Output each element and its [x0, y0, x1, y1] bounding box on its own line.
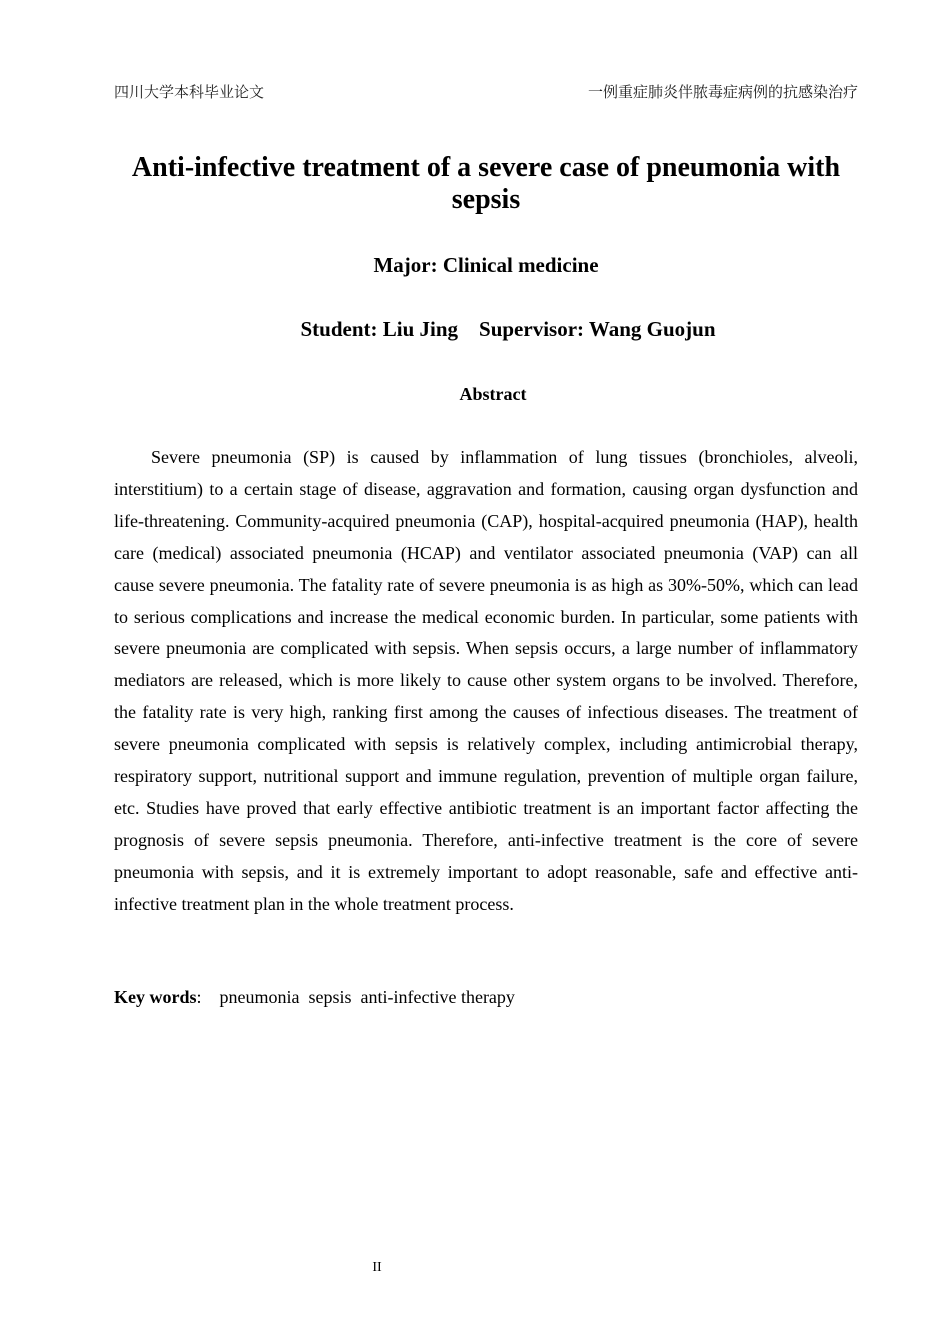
keywords-line — [114, 984, 858, 1010]
author-line: Student: Liu Jing Supervisor: Wang Guojun — [300, 317, 716, 341]
keywords-label: Key words — [114, 987, 197, 1007]
page-number: II — [372, 1260, 382, 1275]
major-line: Major: Clinical medicine — [373, 253, 599, 277]
keywords-terms: pneumonia sepsis anti-infective therapy — [219, 987, 515, 1007]
abstract-body: Severe pneumonia (SP) is caused by inflammation of lung tissues (bronchioles, alveoli, interstitium) to a certain stage of disease, aggravation and formation, causing organ dysfunction and life-threatening. Community-acquired pneumonia (CAP), hospital-acquired pneumonia (HAP), health care (medical) associated pneumonia (HCAP) and ventilator associated pneumonia (VAP) can all cause severe pneumonia. The fatality rate of severe pneumonia is as high as 30%-50%, which can lead to serious complications and increase the medical economic burden. In particular, some patients with severe pneumonia are complicated with sepsis. When sepsis occurs, a large number of inflammatory mediators are released, which is more likely to cause other system organs to be involved. Therefore, the fatality rate is very high, ranking first among the causes of infectious diseases. The treatment of severe pneumonia complicated with sepsis is relatively complex, including antimicrobial therapy, respiratory support, nutritional support and immune regulation, prevention of multiple organ failure, etc. Studies have proved that early effective antibiotic treatment is an important factor affecting the prognosis of severe sepsis pneumonia. Therefore, anti-infective treatment is the core of severe pneumonia with sepsis, and it is extremely important to adopt reasonable, safe and effective anti-infective treatment plan in the whole treatment process. — [114, 447, 858, 914]
abstract-heading: Abstract — [459, 384, 527, 404]
running-header — [114, 81, 858, 103]
paper-title: Anti-infective treatment of a severe case of pneumonia with sepsis — [131, 152, 841, 215]
header-thesis-title-chinese: 一例重症肺炎伴脓毒症病例的抗感染治疗 — [587, 83, 858, 101]
keywords-separator: : — [196, 987, 202, 1007]
header-university-label: 四川大学本科毕业论文 — [114, 83, 265, 101]
